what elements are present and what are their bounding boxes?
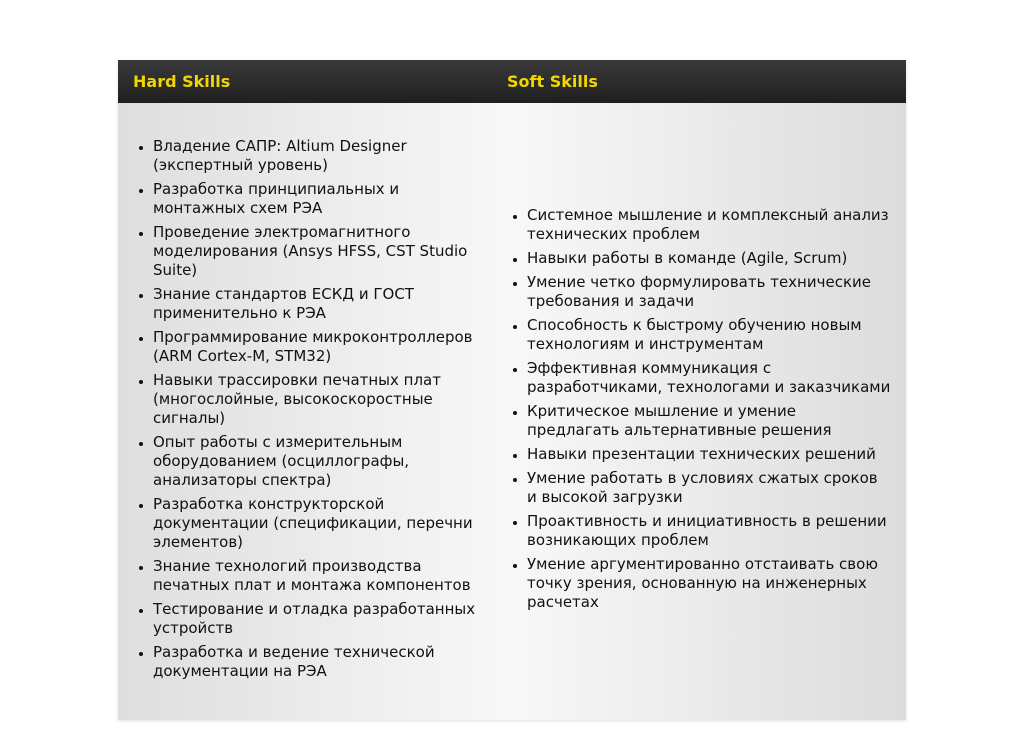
- soft-skill-item: • Навыки работы в команде (Agile, Scrum): [527, 249, 892, 268]
- soft-skill-item: • Способность к быстрому обучению новым технологиям и инструментам: [527, 316, 892, 354]
- hard-skills-column: [133, 103, 478, 720]
- hard-skill-item: • Тестирование и отладка разработанных устройств: [153, 600, 478, 638]
- hard-skill-item: • Знание технологий производства печатных плат и монтажа компонентов: [153, 557, 478, 595]
- soft-skill-item: • Системное мышление и комплексный анализ технических проблем: [527, 206, 892, 244]
- hard-skill-item: • Владение САПР: Altium Designer (экспертный уровень): [153, 137, 478, 175]
- soft-skills-heading: Soft Skills: [507, 72, 598, 91]
- hard-skill-item: • Опыт работы с измерительным оборудованием (осциллографы, анализаторы спектра): [153, 433, 478, 490]
- soft-skill-item: • Умение аргументированно отстаивать свою точку зрения, основанную на инженерных расчетах: [527, 555, 892, 612]
- skills-table: [118, 60, 906, 720]
- table-body: [118, 103, 906, 720]
- soft-skill-item: • Навыки презентации технических решений: [527, 445, 892, 464]
- hard-skill-item: • Программирование микроконтроллеров (ARM Cortex-M, STM32): [153, 328, 478, 366]
- hard-skill-item: • Разработка принципиальных и монтажных схем РЭА: [153, 180, 478, 218]
- hard-skill-item: • Разработка и ведение технической документации на РЭА: [153, 643, 478, 681]
- hard-skills-list: [133, 137, 478, 686]
- hard-skill-item: • Проведение электромагнитного моделирования (Ansys HFSS, CST Studio Suite): [153, 223, 478, 280]
- soft-skill-item: • Критическое мышление и умение предлагать альтернативные решения: [527, 402, 892, 440]
- hard-skills-heading: Hard Skills: [133, 72, 231, 91]
- soft-skills-column: [507, 103, 892, 720]
- soft-skill-item: • Умение четко формулировать технические требования и задачи: [527, 273, 892, 311]
- table-header: [118, 60, 906, 103]
- soft-skill-item: • Проактивность и инициативность в решении возникающих проблем: [527, 512, 892, 550]
- soft-skills-list: [507, 206, 892, 617]
- soft-skill-item: • Умение работать в условиях сжатых сроков и высокой загрузки: [527, 469, 892, 507]
- hard-skill-item: • Разработка конструкторской документации (спецификации, перечни элементов): [153, 495, 478, 552]
- hard-skill-item: • Знание стандартов ЕСКД и ГОСТ применительно к РЭА: [153, 285, 478, 323]
- hard-skill-item: • Навыки трассировки печатных плат (многослойные, высокоскоростные сигналы): [153, 371, 478, 428]
- soft-skill-item: • Эффективная коммуникация с разработчиками, технологами и заказчиками: [527, 359, 892, 397]
